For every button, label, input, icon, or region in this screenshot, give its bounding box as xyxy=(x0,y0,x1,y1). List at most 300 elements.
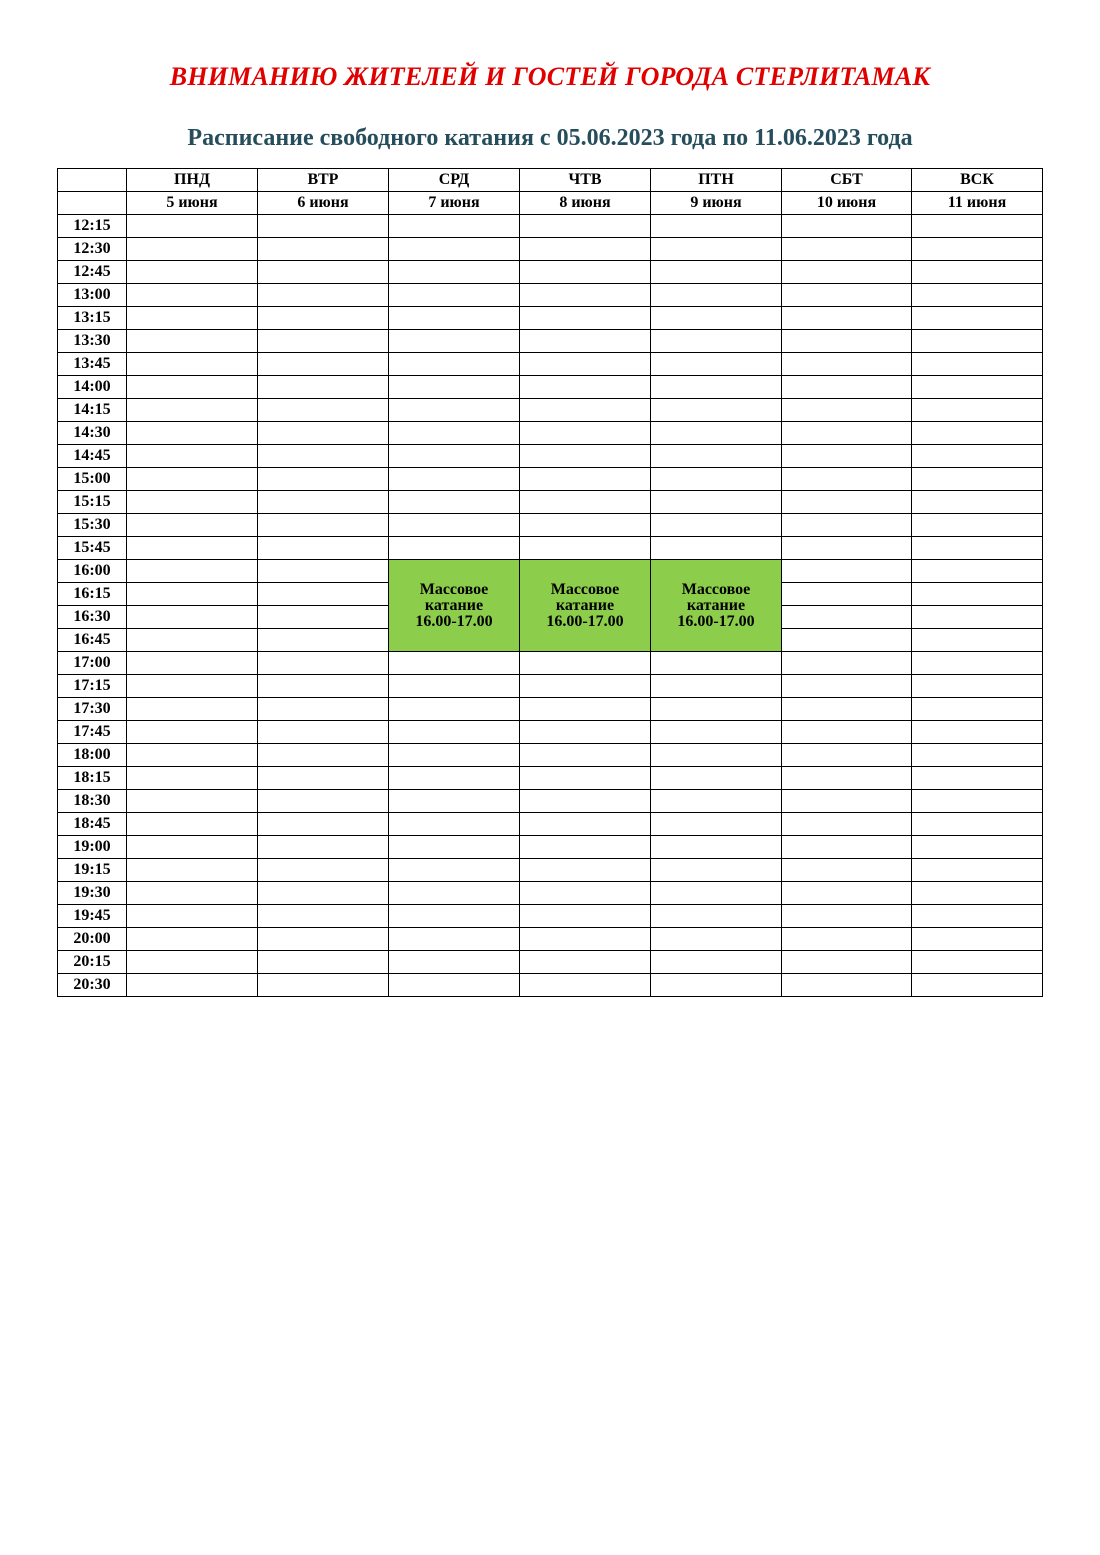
time-label: 16:45 xyxy=(58,629,127,652)
schedule-cell xyxy=(389,836,520,859)
time-label: 12:45 xyxy=(58,261,127,284)
schedule-cell xyxy=(651,468,782,491)
schedule-cell xyxy=(520,721,651,744)
schedule-cell xyxy=(520,652,651,675)
schedule-cell xyxy=(258,767,389,790)
schedule-cell xyxy=(912,307,1043,330)
schedule-cell xyxy=(651,330,782,353)
schedule-cell xyxy=(389,514,520,537)
schedule-cell xyxy=(782,744,912,767)
schedule-cell xyxy=(127,882,258,905)
schedule-cell xyxy=(389,675,520,698)
schedule-cell xyxy=(127,537,258,560)
schedule-cell xyxy=(127,606,258,629)
time-label: 13:00 xyxy=(58,284,127,307)
schedule-cell xyxy=(520,307,651,330)
schedule-cell xyxy=(127,767,258,790)
time-row xyxy=(58,905,1043,928)
schedule-cell xyxy=(258,813,389,836)
schedule-cell xyxy=(651,353,782,376)
schedule-cell xyxy=(258,905,389,928)
schedule-cell xyxy=(651,744,782,767)
schedule-cell xyxy=(912,606,1043,629)
schedule-cell xyxy=(389,491,520,514)
schedule-cell xyxy=(912,284,1043,307)
schedule-cell xyxy=(912,859,1043,882)
time-label: 14:30 xyxy=(58,422,127,445)
schedule-cell xyxy=(782,675,912,698)
schedule-cell xyxy=(389,537,520,560)
time-row xyxy=(58,882,1043,905)
schedule-cell xyxy=(651,652,782,675)
schedule-cell xyxy=(389,813,520,836)
schedule-cell xyxy=(782,330,912,353)
schedule-cell xyxy=(389,767,520,790)
schedule-cell xyxy=(912,790,1043,813)
time-row xyxy=(58,215,1043,238)
time-row xyxy=(58,721,1043,744)
schedule-cell xyxy=(912,491,1043,514)
schedule-cell xyxy=(782,836,912,859)
schedule-cell xyxy=(782,974,912,997)
schedule-cell xyxy=(520,974,651,997)
time-row xyxy=(58,261,1043,284)
time-row xyxy=(58,238,1043,261)
schedule-cell xyxy=(127,744,258,767)
event-title: Массовое катание xyxy=(419,580,489,614)
time-label: 20:15 xyxy=(58,951,127,974)
time-label: 13:15 xyxy=(58,307,127,330)
schedule-cell xyxy=(258,951,389,974)
schedule-cell xyxy=(520,767,651,790)
event-time-range: 16.00-17.00 xyxy=(415,612,493,630)
schedule-cell xyxy=(782,445,912,468)
time-row xyxy=(58,284,1043,307)
schedule-cell xyxy=(127,928,258,951)
day-header: ВСК xyxy=(912,169,1043,192)
schedule-cell xyxy=(389,445,520,468)
page-headline: ВНИМАНИЮ ЖИТЕЛЕЙ И ГОСТЕЙ ГОРОДА СТЕРЛИТАМАК xyxy=(169,62,931,91)
schedule-cell xyxy=(912,445,1043,468)
schedule-table xyxy=(57,168,1043,997)
schedule-cell xyxy=(258,560,389,583)
schedule-cell xyxy=(127,698,258,721)
schedule-cell xyxy=(258,491,389,514)
schedule-cell xyxy=(782,376,912,399)
time-label: 14:15 xyxy=(58,399,127,422)
schedule-cell xyxy=(258,836,389,859)
schedule-cell xyxy=(782,928,912,951)
time-label: 16:15 xyxy=(58,583,127,606)
schedule-cell xyxy=(389,422,520,445)
time-row xyxy=(58,376,1043,399)
date-header: 11 июня xyxy=(912,192,1043,215)
schedule-cell xyxy=(782,468,912,491)
time-row xyxy=(58,560,1043,583)
schedule-cell xyxy=(389,974,520,997)
schedule-cell xyxy=(127,721,258,744)
schedule-cell xyxy=(258,583,389,606)
schedule-cell xyxy=(520,882,651,905)
schedule-cell xyxy=(912,974,1043,997)
time-row xyxy=(58,307,1043,330)
schedule-cell xyxy=(389,468,520,491)
schedule-cell xyxy=(127,468,258,491)
time-row xyxy=(58,974,1043,997)
schedule-cell xyxy=(258,353,389,376)
schedule-cell xyxy=(258,238,389,261)
time-label: 19:30 xyxy=(58,882,127,905)
schedule-cell xyxy=(258,399,389,422)
schedule-cell xyxy=(389,744,520,767)
schedule-cell xyxy=(127,560,258,583)
schedule-cell xyxy=(258,675,389,698)
schedule-cell xyxy=(912,330,1043,353)
header-row-dates xyxy=(58,192,1043,215)
schedule-cell xyxy=(782,307,912,330)
schedule-cell xyxy=(520,744,651,767)
schedule-cell xyxy=(912,767,1043,790)
time-label: 18:30 xyxy=(58,790,127,813)
schedule-cell xyxy=(520,537,651,560)
event-time-range: 16.00-17.00 xyxy=(546,612,624,630)
schedule-cell xyxy=(651,261,782,284)
schedule-cell xyxy=(389,882,520,905)
schedule-cell xyxy=(912,721,1043,744)
schedule-cell xyxy=(127,284,258,307)
schedule-cell xyxy=(127,353,258,376)
day-header: ПТН xyxy=(651,169,782,192)
time-row xyxy=(58,790,1043,813)
day-header: СРД xyxy=(389,169,520,192)
time-label: 16:00 xyxy=(58,560,127,583)
schedule-cell xyxy=(258,652,389,675)
schedule-cell xyxy=(389,284,520,307)
schedule-cell xyxy=(389,905,520,928)
schedule-cell xyxy=(912,261,1043,284)
schedule-cell xyxy=(389,790,520,813)
time-label: 17:30 xyxy=(58,698,127,721)
schedule-cell xyxy=(520,261,651,284)
schedule-cell xyxy=(127,215,258,238)
schedule-cell xyxy=(127,307,258,330)
schedule-cell xyxy=(912,238,1043,261)
schedule-cell xyxy=(651,399,782,422)
time-label: 19:15 xyxy=(58,859,127,882)
schedule-cell xyxy=(389,721,520,744)
day-header: ЧТВ xyxy=(520,169,651,192)
date-header: 9 июня xyxy=(651,192,782,215)
time-row xyxy=(58,951,1043,974)
time-label: 14:45 xyxy=(58,445,127,468)
schedule-cell xyxy=(651,514,782,537)
schedule-cell xyxy=(258,422,389,445)
time-label: 17:15 xyxy=(58,675,127,698)
schedule-cell xyxy=(782,767,912,790)
schedule-cell xyxy=(258,261,389,284)
schedule-cell xyxy=(389,261,520,284)
schedule-cell xyxy=(258,330,389,353)
time-row xyxy=(58,491,1043,514)
schedule-cell xyxy=(127,951,258,974)
schedule-cell xyxy=(258,629,389,652)
schedule-cell xyxy=(651,882,782,905)
time-label: 17:00 xyxy=(58,652,127,675)
schedule-cell xyxy=(520,675,651,698)
schedule-cell xyxy=(520,491,651,514)
header-row-days xyxy=(58,169,1043,192)
schedule-cell xyxy=(782,422,912,445)
schedule-cell xyxy=(651,675,782,698)
time-row xyxy=(58,744,1043,767)
schedule-cell xyxy=(651,537,782,560)
schedule-cell xyxy=(782,905,912,928)
schedule-cell xyxy=(127,652,258,675)
schedule-cell xyxy=(912,376,1043,399)
event-block xyxy=(520,560,651,652)
schedule-cell xyxy=(520,698,651,721)
schedule-cell xyxy=(258,974,389,997)
schedule-cell xyxy=(912,215,1043,238)
schedule-cell xyxy=(782,951,912,974)
schedule-cell xyxy=(127,583,258,606)
event-block xyxy=(651,560,782,652)
schedule-cell xyxy=(782,606,912,629)
schedule-cell xyxy=(127,813,258,836)
schedule-cell xyxy=(651,215,782,238)
schedule-cell xyxy=(912,698,1043,721)
schedule-cell xyxy=(912,951,1043,974)
time-label: 15:15 xyxy=(58,491,127,514)
schedule-cell xyxy=(258,215,389,238)
time-label: 15:00 xyxy=(58,468,127,491)
schedule-cell xyxy=(912,744,1043,767)
event-title: Массовое катание xyxy=(550,580,620,614)
schedule-cell xyxy=(651,905,782,928)
schedule-cell xyxy=(782,882,912,905)
schedule-cell xyxy=(912,468,1043,491)
time-row xyxy=(58,468,1043,491)
time-row xyxy=(58,399,1043,422)
schedule-cell xyxy=(258,284,389,307)
schedule-cell xyxy=(258,744,389,767)
schedule-cell xyxy=(782,629,912,652)
schedule-cell xyxy=(258,514,389,537)
schedule-cell xyxy=(782,353,912,376)
schedule-cell xyxy=(912,399,1043,422)
schedule-cell xyxy=(258,445,389,468)
time-label: 19:00 xyxy=(58,836,127,859)
schedule-cell xyxy=(912,813,1043,836)
schedule-title: Расписание свободного катания с 05.06.2023 года по 11.06.2023 года xyxy=(187,125,913,151)
schedule-cell xyxy=(782,399,912,422)
schedule-cell xyxy=(651,790,782,813)
time-label: 15:45 xyxy=(58,537,127,560)
time-label: 12:30 xyxy=(58,238,127,261)
time-row xyxy=(58,514,1043,537)
time-row xyxy=(58,836,1043,859)
schedule-cell xyxy=(651,445,782,468)
date-header: 5 июня xyxy=(127,192,258,215)
time-label: 12:15 xyxy=(58,215,127,238)
schedule-cell xyxy=(782,721,912,744)
schedule-cell xyxy=(520,376,651,399)
corner-cell xyxy=(58,169,127,192)
date-header: 7 июня xyxy=(389,192,520,215)
schedule-cell xyxy=(520,468,651,491)
schedule-cell xyxy=(258,721,389,744)
schedule-cell xyxy=(520,445,651,468)
schedule-cell xyxy=(912,882,1043,905)
schedule-cell xyxy=(127,514,258,537)
time-row xyxy=(58,675,1043,698)
schedule-cell xyxy=(258,307,389,330)
schedule-cell xyxy=(389,330,520,353)
time-label: 18:45 xyxy=(58,813,127,836)
schedule-cell xyxy=(389,376,520,399)
day-header: ВТР xyxy=(258,169,389,192)
schedule-cell xyxy=(389,238,520,261)
schedule-cell xyxy=(258,468,389,491)
day-header: ПНД xyxy=(127,169,258,192)
schedule-cell xyxy=(782,238,912,261)
schedule-cell xyxy=(258,859,389,882)
time-label: 16:30 xyxy=(58,606,127,629)
schedule-cell xyxy=(127,399,258,422)
schedule-cell xyxy=(389,652,520,675)
schedule-cell xyxy=(127,238,258,261)
schedule-cell xyxy=(520,238,651,261)
schedule-cell xyxy=(782,859,912,882)
schedule-cell xyxy=(127,629,258,652)
time-label: 13:30 xyxy=(58,330,127,353)
event-block xyxy=(389,560,520,652)
schedule-cell xyxy=(258,882,389,905)
time-row xyxy=(58,330,1043,353)
schedule-cell xyxy=(389,399,520,422)
time-row xyxy=(58,353,1043,376)
schedule-cell xyxy=(520,859,651,882)
schedule-cell xyxy=(912,836,1043,859)
schedule-cell xyxy=(258,698,389,721)
schedule-cell xyxy=(389,353,520,376)
schedule-cell xyxy=(520,928,651,951)
schedule-cell xyxy=(782,215,912,238)
schedule-cell xyxy=(258,606,389,629)
schedule-cell xyxy=(782,813,912,836)
schedule-cell xyxy=(782,537,912,560)
schedule-cell xyxy=(651,376,782,399)
schedule-cell xyxy=(912,583,1043,606)
time-row xyxy=(58,652,1043,675)
time-row xyxy=(58,859,1043,882)
schedule-cell xyxy=(912,353,1043,376)
schedule-cell xyxy=(651,238,782,261)
schedule-cell xyxy=(127,859,258,882)
schedule-cell xyxy=(651,859,782,882)
event-time-range: 16.00-17.00 xyxy=(677,612,755,630)
time-row xyxy=(58,813,1043,836)
schedule-cell xyxy=(651,698,782,721)
schedule-cell xyxy=(389,859,520,882)
time-label: 15:30 xyxy=(58,514,127,537)
schedule-cell xyxy=(127,445,258,468)
schedule-cell xyxy=(520,399,651,422)
time-row xyxy=(58,767,1043,790)
schedule-cell xyxy=(782,514,912,537)
event-title: Массовое катание xyxy=(681,580,751,614)
schedule-cell xyxy=(651,767,782,790)
schedule-cell xyxy=(520,905,651,928)
time-label: 17:45 xyxy=(58,721,127,744)
schedule-cell xyxy=(520,514,651,537)
time-label: 13:45 xyxy=(58,353,127,376)
schedule-cell xyxy=(912,560,1043,583)
schedule-cell xyxy=(651,307,782,330)
schedule-cell xyxy=(520,330,651,353)
schedule-cell xyxy=(127,675,258,698)
schedule-cell xyxy=(520,790,651,813)
schedule-cell xyxy=(912,652,1043,675)
schedule-cell xyxy=(389,215,520,238)
schedule-cell xyxy=(651,928,782,951)
schedule-cell xyxy=(912,537,1043,560)
schedule-cell xyxy=(127,330,258,353)
day-header: СБТ xyxy=(782,169,912,192)
schedule-cell xyxy=(520,422,651,445)
schedule-cell xyxy=(782,261,912,284)
date-header: 10 июня xyxy=(782,192,912,215)
schedule-cell xyxy=(520,215,651,238)
time-label: 19:45 xyxy=(58,905,127,928)
schedule-cell xyxy=(651,422,782,445)
schedule-cell xyxy=(520,813,651,836)
schedule-cell xyxy=(651,974,782,997)
schedule-cell xyxy=(912,422,1043,445)
schedule-cell xyxy=(389,951,520,974)
schedule-cell xyxy=(389,307,520,330)
schedule-cell xyxy=(651,284,782,307)
time-label: 20:00 xyxy=(58,928,127,951)
corner-cell xyxy=(58,192,127,215)
schedule-cell xyxy=(127,905,258,928)
schedule-cell xyxy=(782,698,912,721)
schedule-cell xyxy=(127,974,258,997)
schedule-cell xyxy=(258,790,389,813)
schedule-cell xyxy=(127,261,258,284)
schedule-cell xyxy=(782,284,912,307)
time-row xyxy=(58,445,1043,468)
schedule-cell xyxy=(127,836,258,859)
time-label: 18:15 xyxy=(58,767,127,790)
schedule-cell xyxy=(782,491,912,514)
schedule-cell xyxy=(651,836,782,859)
schedule-cell xyxy=(127,491,258,514)
schedule-cell xyxy=(651,813,782,836)
schedule-cell xyxy=(651,721,782,744)
schedule-cell xyxy=(520,836,651,859)
schedule-cell xyxy=(912,928,1043,951)
schedule-cell xyxy=(520,353,651,376)
schedule-cell xyxy=(520,951,651,974)
time-row xyxy=(58,698,1043,721)
schedule-cell xyxy=(912,514,1043,537)
schedule-cell xyxy=(127,376,258,399)
time-label: 18:00 xyxy=(58,744,127,767)
schedule-cell xyxy=(258,537,389,560)
schedule-cell xyxy=(389,698,520,721)
date-header: 8 июня xyxy=(520,192,651,215)
